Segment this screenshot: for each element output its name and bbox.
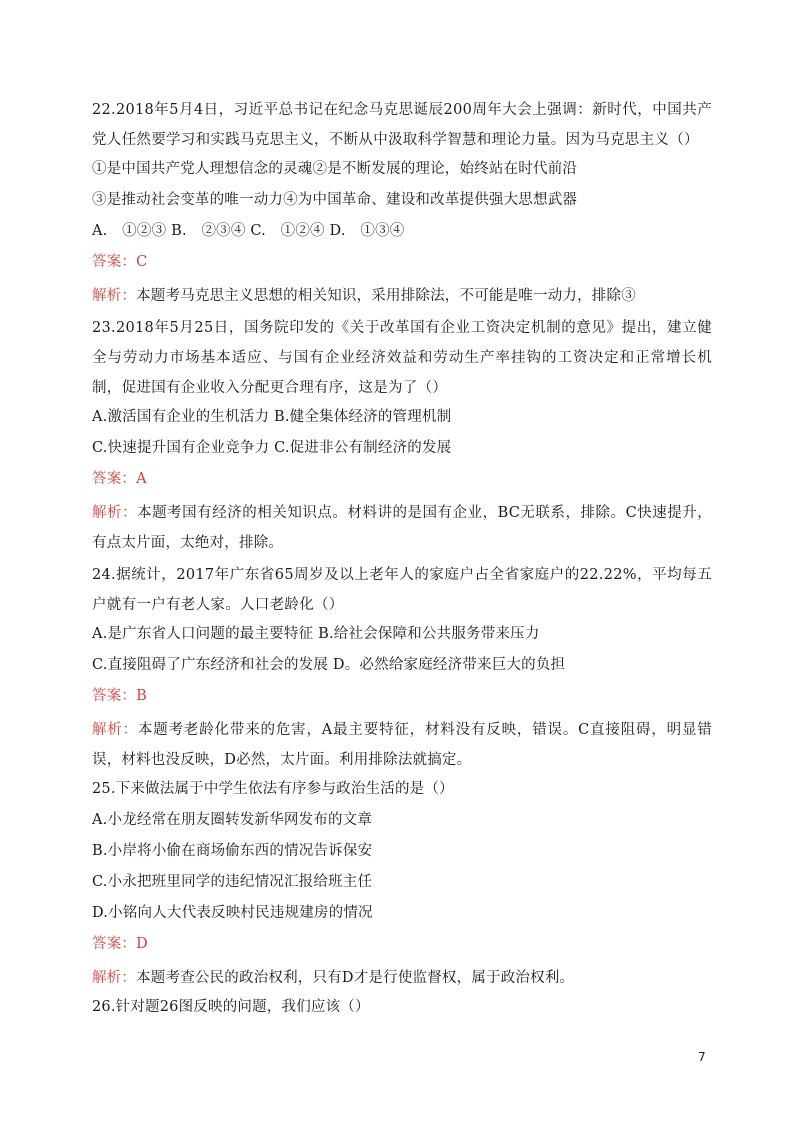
question-option: C.小永把班里同学的违纪情况汇报给班主任 (92, 874, 373, 890)
page-number: 7 (698, 1050, 706, 1064)
explanation-text: 本题考查公民的政治权利，只有D才是行使监督权，属于政治权利。 (136, 970, 575, 986)
explanation (92, 963, 712, 993)
document-page (92, 95, 712, 1026)
question-stem: 25.下来做法属于中学生依法有序参与政治生活的是（） (92, 781, 454, 797)
question-26 (92, 995, 712, 1019)
answer: 答案：D (92, 936, 148, 952)
explanation-text: 本题考国有经济的相关知识点。材料讲的是国有企业，BC无联系，排除。C快速提升，有点太片面，太绝对，排除。 (92, 505, 712, 551)
question-option: B.小岸将小偷在商场偷东西的情况告诉保安 (92, 843, 373, 859)
answer: 答案：A (92, 471, 147, 487)
explanation-label: 解析： (92, 722, 138, 738)
question-stem: 23.2018年5月25日，国务院印发的《关于改革国有企业工资决定机制的意见》提出，建立健全与劳动力市场基本适应、与国有企业经济效益和劳动生产率挂钩的工资决定和正常增长机制，促进国有企业收入分配更合理有序，这是为了（） (92, 320, 712, 396)
question-25 (92, 777, 712, 993)
explanation-text: 本题考马克思主义思想的相关知识，采用排除法，不可能是唯一动力，排除③ (136, 288, 636, 304)
question-stem: 22.2018年5月4日，习近平总书记在纪念马克思诞辰200周年大会上强调：新时代，中国共产党人任然要学习和实践马克思主义，不断从中汲取科学智慧和理论力量。因为马克思主义（） (92, 102, 712, 148)
explanation-label: 解析： (92, 288, 137, 304)
explanation-text: 本题考老龄化带来的危害，A最主要特征，材料没有反映，错误。C直接阻碍，明显错误，材料也没反映，D必然，太片面。利用排除法就搞定。 (92, 722, 712, 768)
question-options: A.是广东省人口问题的最主要特征 B.给社会保障和公共服务带来压力 (92, 626, 540, 642)
question-24 (92, 560, 712, 775)
question-options: A.激活国有企业的生机活力 B.健全集体经济的管理机制 (92, 409, 452, 425)
question-option: A.小龙经常在朋友圈转发新华网发布的文章 (92, 812, 373, 828)
explanation (92, 715, 712, 775)
explanation-label: 解析： (92, 970, 137, 986)
question-statement: ①是中国共产党人理想信念的灵魂②是不断发展的理论，始终站在时代前沿 (92, 161, 578, 177)
question-statement: ③是推动社会变革的唯一动力④为中国革命、建设和改革提供强大思想武器 (92, 192, 578, 208)
explanation-label: 解析： (92, 505, 138, 521)
question-options: C.直接阻碍了广东经济和社会的发展 D。必然给家庭经济带来巨大的负担 (92, 657, 566, 673)
question-option: D.小铭向人大代表反映村民违规建房的情况 (92, 905, 373, 921)
question-stem: 26.针对题26图反映的问题，我们应该（） (92, 999, 370, 1015)
question-options: C.快速提升国有企业竞争力 C.促进非公有制经济的发展 (92, 440, 452, 456)
explanation (92, 498, 712, 558)
question-options: A. ①②③ B. ②③④ C. ①②④ D. ①③④ (92, 223, 405, 239)
question-22 (92, 95, 712, 311)
question-stem: 24.据统计，2017年广东省65周岁及以上老年人的家庭户占全省家庭户的22.22%，平均每五户就有一户有老人家。人口老龄化（） (92, 567, 712, 613)
explanation (92, 281, 712, 311)
answer: 答案：B (92, 688, 147, 704)
answer: 答案：C (92, 254, 148, 270)
question-23 (92, 313, 712, 558)
